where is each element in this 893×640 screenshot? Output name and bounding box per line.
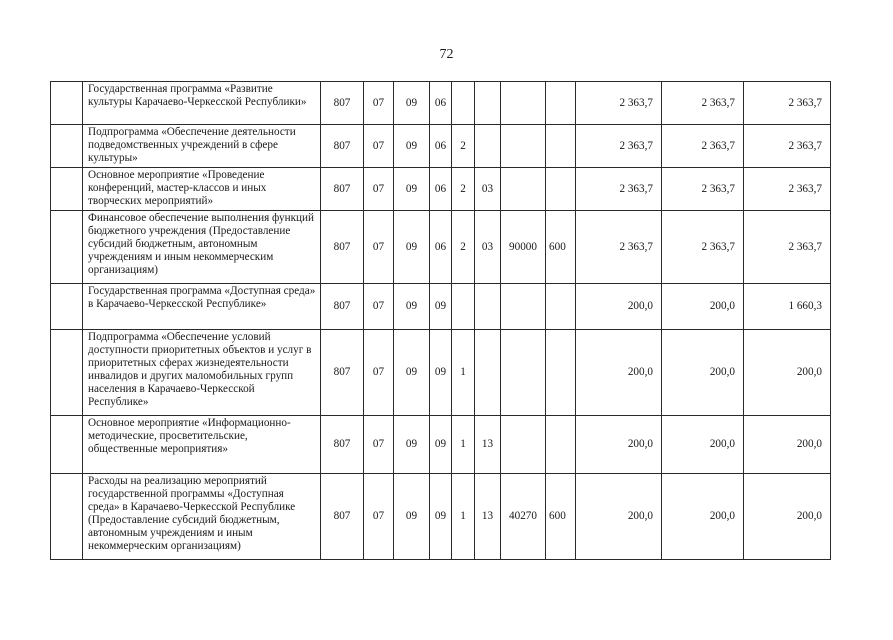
podrazdel-cell: 09 bbox=[394, 125, 430, 168]
expense-type-cell bbox=[546, 168, 576, 211]
program-cell: 09 bbox=[430, 416, 452, 474]
row-name: Подпрограмма «Обеспечение условий доступности приоритетных объектов и услуг в приоритетных сферах жизнедеятельности инвалидов и других маломобильных групп населения в Карачаево-Черкесской Республике» bbox=[83, 330, 321, 416]
amount-year1-cell: 200,0 bbox=[576, 416, 662, 474]
razdel-cell: 07 bbox=[364, 474, 394, 560]
amount-year3-cell: 1 660,3 bbox=[744, 284, 831, 330]
razdel-cell: 07 bbox=[364, 330, 394, 416]
razdel-cell: 07 bbox=[364, 416, 394, 474]
amount-year2-cell: 200,0 bbox=[662, 284, 744, 330]
row-name: Финансовое обеспечение выполнения функций бюджетного учреждения (Предоставление субсидий бюджетным, автономным учреждениям и иным некоммерческим организациям) bbox=[83, 211, 321, 284]
amount-year3-cell: 2 363,7 bbox=[744, 82, 831, 125]
direction-cell bbox=[501, 330, 546, 416]
amount-year3-cell: 200,0 bbox=[744, 416, 831, 474]
razdel-cell: 07 bbox=[364, 82, 394, 125]
table-row bbox=[51, 125, 831, 168]
grbs-cell: 807 bbox=[321, 284, 364, 330]
direction-cell bbox=[501, 168, 546, 211]
measure-cell: 03 bbox=[475, 168, 501, 211]
amount-year1-cell: 2 363,7 bbox=[576, 168, 662, 211]
razdel-cell: 07 bbox=[364, 168, 394, 211]
expense-type-cell bbox=[546, 82, 576, 125]
subprogram-cell: 1 bbox=[452, 474, 475, 560]
program-cell: 06 bbox=[430, 211, 452, 284]
amount-year3-cell: 2 363,7 bbox=[744, 168, 831, 211]
amount-year1-cell: 2 363,7 bbox=[576, 211, 662, 284]
direction-cell: 40270 bbox=[501, 474, 546, 560]
amount-year1-cell: 200,0 bbox=[576, 284, 662, 330]
table-row bbox=[51, 416, 831, 474]
razdel-cell: 07 bbox=[364, 125, 394, 168]
program-cell: 06 bbox=[430, 82, 452, 125]
subprogram-cell: 2 bbox=[452, 125, 475, 168]
page-number: 72 bbox=[439, 47, 454, 62]
amount-year1-cell: 2 363,7 bbox=[576, 125, 662, 168]
subprogram-cell: 1 bbox=[452, 330, 475, 416]
amount-year3-cell: 2 363,7 bbox=[744, 211, 831, 284]
subprogram-cell: 2 bbox=[452, 168, 475, 211]
measure-cell: 13 bbox=[475, 474, 501, 560]
row-name: Расходы на реализацию мероприятий государственной программы «Доступная среда» в Карачаево-Черкесской Республике (Предоставление субсидий бюджетным, автономным учреждениям и иным некоммерческим организациям) bbox=[83, 474, 321, 560]
direction-cell bbox=[501, 284, 546, 330]
podrazdel-cell: 09 bbox=[394, 168, 430, 211]
measure-cell bbox=[475, 284, 501, 330]
row-name: Основное мероприятие «Информационно-методические, просветительские, общественные мероприятия» bbox=[83, 416, 321, 474]
blank-cell bbox=[51, 125, 83, 168]
grbs-cell: 807 bbox=[321, 211, 364, 284]
table-row bbox=[51, 168, 831, 211]
program-cell: 06 bbox=[430, 168, 452, 211]
blank-cell bbox=[51, 474, 83, 560]
razdel-cell: 07 bbox=[364, 211, 394, 284]
grbs-cell: 807 bbox=[321, 330, 364, 416]
blank-cell bbox=[51, 82, 83, 125]
amount-year2-cell: 2 363,7 bbox=[662, 168, 744, 211]
expense-type-cell bbox=[546, 330, 576, 416]
direction-cell bbox=[501, 125, 546, 168]
blank-cell bbox=[51, 284, 83, 330]
amount-year2-cell: 2 363,7 bbox=[662, 211, 744, 284]
budget-table bbox=[50, 81, 831, 560]
grbs-cell: 807 bbox=[321, 168, 364, 211]
measure-cell bbox=[475, 330, 501, 416]
podrazdel-cell: 09 bbox=[394, 82, 430, 125]
razdel-cell: 07 bbox=[364, 284, 394, 330]
program-cell: 09 bbox=[430, 330, 452, 416]
amount-year2-cell: 200,0 bbox=[662, 474, 744, 560]
podrazdel-cell: 09 bbox=[394, 416, 430, 474]
row-name: Государственная программа «Развитие культуры Карачаево-Черкесской Республики» bbox=[83, 82, 321, 125]
podrazdel-cell: 09 bbox=[394, 330, 430, 416]
measure-cell: 03 bbox=[475, 211, 501, 284]
program-cell: 06 bbox=[430, 125, 452, 168]
table-row bbox=[51, 82, 831, 125]
measure-cell: 13 bbox=[475, 416, 501, 474]
table-row bbox=[51, 284, 831, 330]
table-row bbox=[51, 330, 831, 416]
amount-year1-cell: 2 363,7 bbox=[576, 82, 662, 125]
amount-year2-cell: 200,0 bbox=[662, 330, 744, 416]
blank-cell bbox=[51, 168, 83, 211]
grbs-cell: 807 bbox=[321, 416, 364, 474]
expense-type-cell: 600 bbox=[546, 474, 576, 560]
expense-type-cell: 600 bbox=[546, 211, 576, 284]
table-row bbox=[51, 211, 831, 284]
row-name: Подпрограмма «Обеспечение деятельности подведомственных учреждений в сфере культуры» bbox=[83, 125, 321, 168]
podrazdel-cell: 09 bbox=[394, 474, 430, 560]
amount-year2-cell: 2 363,7 bbox=[662, 125, 744, 168]
amount-year1-cell: 200,0 bbox=[576, 474, 662, 560]
grbs-cell: 807 bbox=[321, 125, 364, 168]
amount-year1-cell: 200,0 bbox=[576, 330, 662, 416]
amount-year3-cell: 200,0 bbox=[744, 330, 831, 416]
amount-year3-cell: 2 363,7 bbox=[744, 125, 831, 168]
blank-cell bbox=[51, 211, 83, 284]
expense-type-cell bbox=[546, 125, 576, 168]
expense-type-cell bbox=[546, 284, 576, 330]
program-cell: 09 bbox=[430, 474, 452, 560]
subprogram-cell: 1 bbox=[452, 416, 475, 474]
blank-cell bbox=[51, 416, 83, 474]
blank-cell bbox=[51, 330, 83, 416]
amount-year3-cell: 200,0 bbox=[744, 474, 831, 560]
direction-cell: 90000 bbox=[501, 211, 546, 284]
direction-cell bbox=[501, 82, 546, 125]
grbs-cell: 807 bbox=[321, 82, 364, 125]
direction-cell bbox=[501, 416, 546, 474]
row-name: Основное мероприятие «Проведение конференций, мастер-классов и иных творческих мероприятий» bbox=[83, 168, 321, 211]
amount-year2-cell: 2 363,7 bbox=[662, 82, 744, 125]
podrazdel-cell: 09 bbox=[394, 284, 430, 330]
program-cell: 09 bbox=[430, 284, 452, 330]
subprogram-cell: 2 bbox=[452, 211, 475, 284]
row-name: Государственная программа «Доступная среда» в Карачаево-Черкесской Республике» bbox=[83, 284, 321, 330]
measure-cell bbox=[475, 125, 501, 168]
grbs-cell: 807 bbox=[321, 474, 364, 560]
subprogram-cell bbox=[452, 82, 475, 125]
subprogram-cell bbox=[452, 284, 475, 330]
measure-cell bbox=[475, 82, 501, 125]
podrazdel-cell: 09 bbox=[394, 211, 430, 284]
expense-type-cell bbox=[546, 416, 576, 474]
table-row bbox=[51, 474, 831, 560]
amount-year2-cell: 200,0 bbox=[662, 416, 744, 474]
